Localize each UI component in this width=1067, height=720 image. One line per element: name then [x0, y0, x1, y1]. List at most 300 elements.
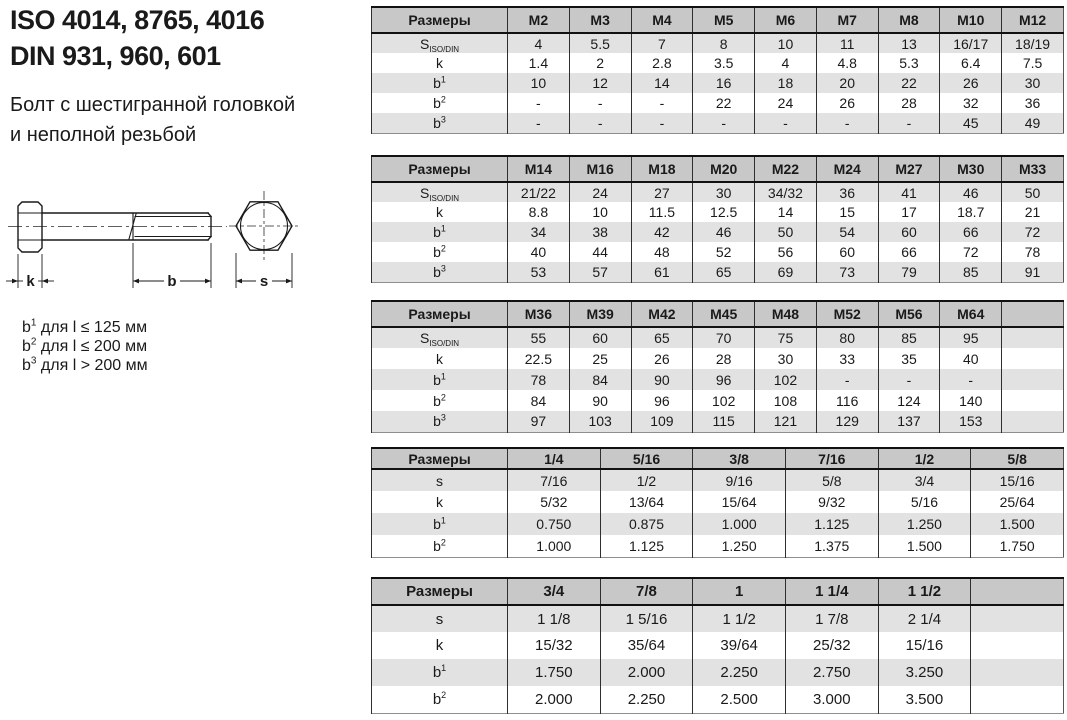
value-cell: 16/17	[940, 33, 1002, 53]
bolt-head-side-view	[18, 202, 42, 252]
row-label: $b^2$	[372, 390, 508, 411]
value-cell: 45	[940, 113, 1002, 133]
value-cell: 18	[755, 73, 817, 93]
value-cell: 1.000	[508, 535, 601, 557]
dim-k	[6, 254, 54, 290]
value-cell: 61	[631, 262, 693, 282]
value-cell: 22	[693, 93, 755, 113]
value-cell: 38	[569, 222, 631, 242]
value-cell: 26	[940, 73, 1002, 93]
value-cell: 25	[569, 348, 631, 369]
value-cell: 60	[569, 327, 631, 348]
row-label: $b^2$	[372, 242, 508, 262]
value-cell: 55	[508, 327, 570, 348]
value-cell: 22	[878, 73, 940, 93]
value-cell: 25/64	[971, 491, 1064, 513]
value-cell: 90	[569, 390, 631, 411]
value-cell: 11.5	[631, 202, 693, 222]
value-cell: 2.500	[693, 686, 786, 713]
value-cell: 21	[1002, 202, 1064, 222]
value-cell: 15/16	[971, 469, 1064, 491]
row-label: s	[372, 469, 508, 491]
col-header: M2	[508, 7, 570, 33]
table-row	[372, 262, 1064, 282]
title-din: DIN 931, 960, 601	[10, 41, 221, 71]
value-cell: 102	[755, 369, 817, 390]
row-label: $b^1$	[372, 659, 508, 686]
col-header-sizes: Размеры	[372, 156, 508, 182]
col-header: M36	[508, 301, 570, 327]
value-cell: 84	[508, 390, 570, 411]
value-cell: 72	[940, 242, 1002, 262]
value-cell: 95	[940, 327, 1002, 348]
value-cell: 1/2	[600, 469, 693, 491]
dim-k-label: k	[26, 273, 35, 290]
header-row	[372, 578, 1064, 605]
value-cell: 3.500	[878, 686, 971, 713]
row-label: $b^2$	[372, 93, 508, 113]
table-row	[372, 182, 1064, 202]
value-cell	[1002, 390, 1064, 411]
subtitle-block	[10, 90, 295, 150]
col-header: 7/8	[600, 578, 693, 605]
value-cell: 1.750	[508, 659, 601, 686]
value-cell: 121	[755, 411, 817, 432]
value-cell: 79	[878, 262, 940, 282]
value-cell: 4	[755, 53, 817, 73]
value-cell: -	[569, 93, 631, 113]
value-cell: 5/32	[508, 491, 601, 513]
value-cell: 0.750	[508, 513, 601, 535]
table-row	[372, 53, 1064, 73]
value-cell: 8	[693, 33, 755, 53]
value-cell: 78	[1002, 242, 1064, 262]
note-b1: $b^1$ для l ≤ 125 мм	[22, 317, 148, 336]
col-header: 1	[693, 578, 786, 605]
value-cell: -	[755, 113, 817, 133]
value-cell: 66	[940, 222, 1002, 242]
col-header: M24	[816, 156, 878, 182]
title-block	[10, 2, 264, 74]
notes-block	[22, 318, 148, 375]
value-cell: 0.875	[600, 513, 693, 535]
value-cell: 52	[693, 242, 755, 262]
table-row	[372, 469, 1064, 491]
row-label: s	[372, 605, 508, 632]
col-header: M6	[755, 7, 817, 33]
value-cell: 70	[693, 327, 755, 348]
value-cell	[1002, 348, 1064, 369]
col-header: M4	[631, 7, 693, 33]
col-header: 1 1/2	[878, 578, 971, 605]
value-cell: 1.750	[971, 535, 1064, 557]
value-cell: 41	[878, 182, 940, 202]
value-cell: 10	[755, 33, 817, 53]
value-cell: 75	[755, 327, 817, 348]
table-row	[372, 535, 1064, 557]
table-row	[372, 659, 1064, 686]
table-row	[372, 327, 1064, 348]
value-cell: 8.8	[508, 202, 570, 222]
value-cell: 42	[631, 222, 693, 242]
col-header	[1002, 301, 1064, 327]
value-cell: 25/32	[785, 632, 878, 659]
value-cell: 28	[693, 348, 755, 369]
value-cell: 17	[878, 202, 940, 222]
col-header: M20	[693, 156, 755, 182]
value-cell: 84	[569, 369, 631, 390]
bolt-technical-drawing	[5, 185, 325, 320]
value-cell: 30	[755, 348, 817, 369]
dim-b-label: b	[167, 273, 177, 290]
table-imperial-quarter-to-fiveeighths	[371, 447, 1064, 558]
value-cell: 108	[755, 390, 817, 411]
table-row	[372, 73, 1064, 93]
value-cell: 30	[693, 182, 755, 202]
col-header-sizes: Размеры	[372, 448, 508, 469]
value-cell: 18/19	[1002, 33, 1064, 53]
value-cell: 1 1/2	[693, 605, 786, 632]
value-cell: 57	[569, 262, 631, 282]
col-header: 7/16	[785, 448, 878, 469]
table-row	[372, 513, 1064, 535]
value-cell: 72	[1002, 222, 1064, 242]
value-cell: 69	[755, 262, 817, 282]
value-cell: 80	[816, 327, 878, 348]
value-cell: 5.3	[878, 53, 940, 73]
value-cell: 24	[569, 182, 631, 202]
subtitle-line-2: и неполной резьбой	[10, 124, 197, 146]
note-b2: $b^2$ для l ≤ 200 мм	[22, 336, 148, 355]
table-row	[372, 632, 1064, 659]
col-header: M52	[816, 301, 878, 327]
value-cell: 1.500	[971, 513, 1064, 535]
value-cell: 2	[569, 53, 631, 73]
value-cell: 13/64	[600, 491, 693, 513]
value-cell: 5.5	[569, 33, 631, 53]
col-header-sizes: Размеры	[372, 301, 508, 327]
value-cell: 153	[940, 411, 1002, 432]
col-header: M18	[631, 156, 693, 182]
value-cell: 33	[816, 348, 878, 369]
value-cell: 9/16	[693, 469, 786, 491]
value-cell: 78	[508, 369, 570, 390]
value-cell: -	[508, 113, 570, 133]
row-label: $b^3$	[372, 411, 508, 432]
value-cell: 85	[940, 262, 1002, 282]
value-cell: -	[940, 369, 1002, 390]
value-cell: 60	[878, 222, 940, 242]
table-row	[372, 491, 1064, 513]
table-row	[372, 369, 1064, 390]
subtitle-line-1: Болт с шестигранной головкой	[10, 94, 296, 116]
header-row	[372, 7, 1064, 33]
value-cell: 39/64	[693, 632, 786, 659]
value-cell: 26	[816, 93, 878, 113]
col-header-sizes: Размеры	[372, 578, 508, 605]
header-row	[372, 448, 1064, 469]
value-cell: 40	[508, 242, 570, 262]
value-cell: 1.000	[693, 513, 786, 535]
col-header-sizes: Размеры	[372, 7, 508, 33]
value-cell: 15/16	[878, 632, 971, 659]
value-cell	[971, 686, 1064, 713]
value-cell: 9/32	[785, 491, 878, 513]
value-cell: 27	[631, 182, 693, 202]
col-header: 3/8	[693, 448, 786, 469]
value-cell: 15	[816, 202, 878, 222]
value-cell: 36	[1002, 93, 1064, 113]
value-cell: 129	[816, 411, 878, 432]
value-cell: 12	[569, 73, 631, 93]
row-label: $b^1$	[372, 513, 508, 535]
col-header: 5/16	[600, 448, 693, 469]
header-row	[372, 156, 1064, 182]
value-cell: 109	[631, 411, 693, 432]
value-cell: 1.125	[600, 535, 693, 557]
row-label: k	[372, 348, 508, 369]
col-header: M7	[816, 7, 878, 33]
value-cell: 24	[755, 93, 817, 113]
value-cell: 10	[569, 202, 631, 222]
value-cell: 66	[878, 242, 940, 262]
value-cell: -	[816, 113, 878, 133]
value-cell: 1.250	[878, 513, 971, 535]
value-cell: -	[569, 113, 631, 133]
value-cell: 20	[816, 73, 878, 93]
value-cell: 28	[878, 93, 940, 113]
value-cell: 18.7	[940, 202, 1002, 222]
value-cell: 2 1/4	[878, 605, 971, 632]
row-label: k	[372, 632, 508, 659]
value-cell	[1002, 327, 1064, 348]
value-cell: -	[508, 93, 570, 113]
col-header: M48	[755, 301, 817, 327]
table-imperial-threequarter-to-oneandhalf	[371, 577, 1064, 714]
value-cell: 1 1/8	[508, 605, 601, 632]
col-header: M30	[940, 156, 1002, 182]
col-header: M16	[569, 156, 631, 182]
value-cell: 53	[508, 262, 570, 282]
value-cell: 2.250	[693, 659, 786, 686]
row-label: $b^3$	[372, 113, 508, 133]
value-cell: 32	[940, 93, 1002, 113]
row-label: $S_{ISO/DIN}$	[372, 327, 508, 348]
row-label: $b^3$	[372, 262, 508, 282]
table-row	[372, 605, 1064, 632]
row-label: $S_{ISO/DIN}$	[372, 182, 508, 202]
value-cell: -	[878, 113, 940, 133]
value-cell: 90	[631, 369, 693, 390]
value-cell	[971, 632, 1064, 659]
value-cell: 1.4	[508, 53, 570, 73]
col-header: 1 1/4	[785, 578, 878, 605]
value-cell: 7.5	[1002, 53, 1064, 73]
col-header: M8	[878, 7, 940, 33]
value-cell: 1 7/8	[785, 605, 878, 632]
value-cell: 14	[755, 202, 817, 222]
value-cell: 85	[878, 327, 940, 348]
col-header: M27	[878, 156, 940, 182]
row-label: $b^2$	[372, 535, 508, 557]
value-cell: 3.5	[693, 53, 755, 73]
value-cell	[971, 605, 1064, 632]
col-header: 1/2	[878, 448, 971, 469]
value-cell: 116	[816, 390, 878, 411]
value-cell	[1002, 369, 1064, 390]
value-cell: 16	[693, 73, 755, 93]
value-cell: 54	[816, 222, 878, 242]
col-header: M5	[693, 7, 755, 33]
value-cell: 26	[631, 348, 693, 369]
col-header: M45	[693, 301, 755, 327]
row-label: k	[372, 202, 508, 222]
row-label: k	[372, 53, 508, 73]
col-header: M56	[878, 301, 940, 327]
value-cell: 40	[940, 348, 1002, 369]
table-row	[372, 390, 1064, 411]
value-cell: 14	[631, 73, 693, 93]
header-row	[372, 301, 1064, 327]
value-cell: 124	[878, 390, 940, 411]
row-label: $b^1$	[372, 73, 508, 93]
value-cell: 1.500	[878, 535, 971, 557]
value-cell: 50	[1002, 182, 1064, 202]
col-header: M33	[1002, 156, 1064, 182]
value-cell: 15/64	[693, 491, 786, 513]
value-cell: 46	[693, 222, 755, 242]
value-cell: -	[693, 113, 755, 133]
value-cell: 2.250	[600, 686, 693, 713]
value-cell: 13	[878, 33, 940, 53]
col-header: M64	[940, 301, 1002, 327]
value-cell: 34	[508, 222, 570, 242]
value-cell: 34/32	[755, 182, 817, 202]
value-cell: 3.250	[878, 659, 971, 686]
value-cell: 5/16	[878, 491, 971, 513]
value-cell: 4	[508, 33, 570, 53]
col-header: M39	[569, 301, 631, 327]
table-row	[372, 348, 1064, 369]
table-row	[372, 113, 1064, 133]
value-cell: 60	[816, 242, 878, 262]
table-row	[372, 93, 1064, 113]
value-cell: 3.000	[785, 686, 878, 713]
row-label: k	[372, 491, 508, 513]
col-header: 5/8	[971, 448, 1064, 469]
value-cell	[1002, 411, 1064, 432]
value-cell: 97	[508, 411, 570, 432]
value-cell: 65	[631, 327, 693, 348]
value-cell: 10	[508, 73, 570, 93]
table-row	[372, 242, 1064, 262]
table-metric-m2-m12	[371, 6, 1064, 134]
col-header: M3	[569, 7, 631, 33]
value-cell: 12.5	[693, 202, 755, 222]
value-cell: 50	[755, 222, 817, 242]
value-cell: 1.125	[785, 513, 878, 535]
title-iso: ISO 4014, 8765, 4016	[10, 5, 265, 35]
value-cell: 65	[693, 262, 755, 282]
table-metric-m36-m64	[371, 300, 1064, 433]
value-cell: 73	[816, 262, 878, 282]
col-header: M14	[508, 156, 570, 182]
value-cell: 6.4	[940, 53, 1002, 73]
value-cell: 5/8	[785, 469, 878, 491]
row-label: $b^1$	[372, 369, 508, 390]
value-cell: 91	[1002, 262, 1064, 282]
table-row	[372, 222, 1064, 242]
row-label: $b^2$	[372, 686, 508, 713]
value-cell: 15/32	[508, 632, 601, 659]
value-cell: 137	[878, 411, 940, 432]
value-cell: 4.8	[816, 53, 878, 73]
value-cell: 7/16	[508, 469, 601, 491]
value-cell: 3/4	[878, 469, 971, 491]
value-cell: 21/22	[508, 182, 570, 202]
value-cell: -	[631, 113, 693, 133]
col-header: M12	[1002, 7, 1064, 33]
bolt-drawing-svg	[5, 185, 325, 320]
value-cell: -	[816, 369, 878, 390]
value-cell: 44	[569, 242, 631, 262]
row-label: $S_{ISO/DIN}$	[372, 33, 508, 53]
value-cell: 103	[569, 411, 631, 432]
value-cell: 2.000	[600, 659, 693, 686]
value-cell: 49	[1002, 113, 1064, 133]
col-header	[971, 578, 1064, 605]
value-cell: 22.5	[508, 348, 570, 369]
row-label: $b^1$	[372, 222, 508, 242]
value-cell: 35/64	[600, 632, 693, 659]
value-cell: -	[631, 93, 693, 113]
col-header: 1/4	[508, 448, 601, 469]
value-cell: 36	[816, 182, 878, 202]
dim-s-label: s	[259, 273, 269, 290]
value-cell: 96	[693, 369, 755, 390]
value-cell: 140	[940, 390, 1002, 411]
value-cell: 1.375	[785, 535, 878, 557]
value-cell: -	[878, 369, 940, 390]
value-cell: 35	[878, 348, 940, 369]
value-cell: 11	[816, 33, 878, 53]
value-cell: 2.000	[508, 686, 601, 713]
table-row	[372, 202, 1064, 222]
table-metric-m14-m33	[371, 155, 1064, 283]
value-cell: 102	[693, 390, 755, 411]
col-header: M22	[755, 156, 817, 182]
value-cell: 56	[755, 242, 817, 262]
table-row	[372, 686, 1064, 713]
value-cell: 1 5/16	[600, 605, 693, 632]
value-cell	[971, 659, 1064, 686]
value-cell: 2.8	[631, 53, 693, 73]
dim-b	[133, 243, 211, 290]
hex-end-view	[229, 191, 299, 261]
value-cell: 96	[631, 390, 693, 411]
value-cell: 48	[631, 242, 693, 262]
value-cell: 46	[940, 182, 1002, 202]
value-cell: 7	[631, 33, 693, 53]
value-cell: 30	[1002, 73, 1064, 93]
value-cell: 2.750	[785, 659, 878, 686]
value-cell: 115	[693, 411, 755, 432]
col-header: 3/4	[508, 578, 601, 605]
col-header: M42	[631, 301, 693, 327]
note-b3: $b^3$ для l > 200 мм	[22, 355, 148, 374]
col-header: M10	[940, 7, 1002, 33]
value-cell: 1.250	[693, 535, 786, 557]
